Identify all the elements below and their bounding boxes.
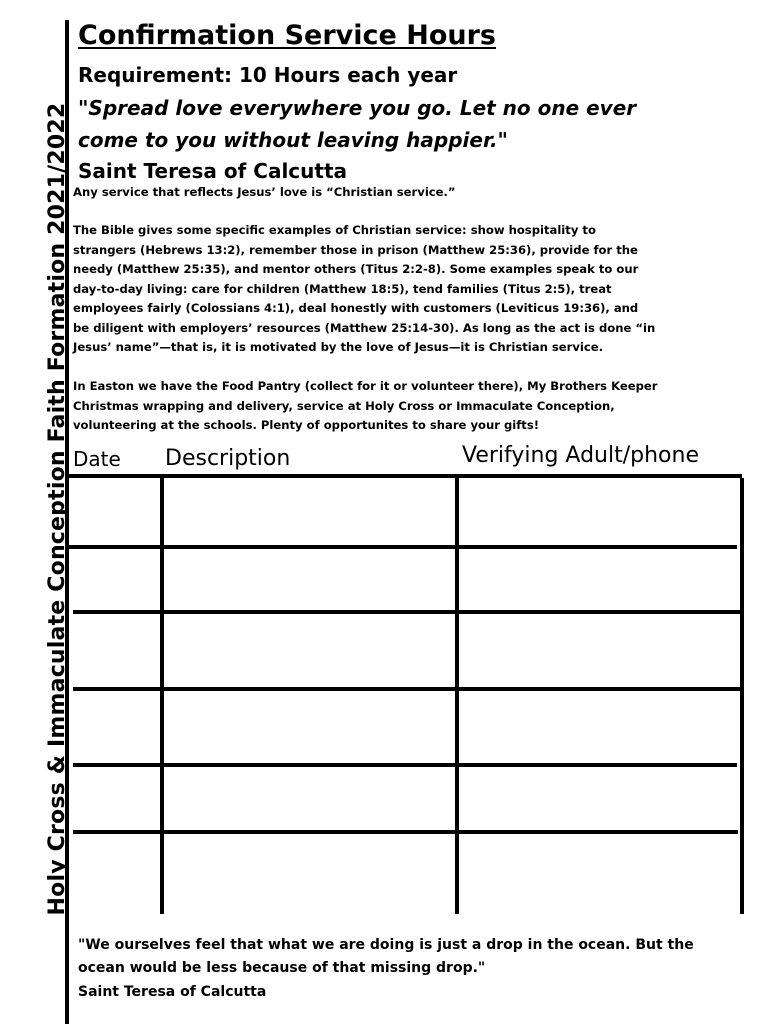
intro-paragraph: Any service that reflects Jesus’ love is “Christian service.” <box>73 185 456 199</box>
table-cell-description[interactable] <box>164 834 455 910</box>
table-cell-date[interactable] <box>70 767 160 830</box>
table-cell-date[interactable] <box>70 549 160 610</box>
page-title: Confirmation Service Hours <box>78 20 496 51</box>
column-header-verifying-adult: Verifying Adult/phone <box>462 443 699 468</box>
table-cell-verifier[interactable] <box>459 691 740 763</box>
bible-examples-paragraph: The Bible gives some specific examples of Christian service: show hospitality to strangers (Hebrews 13:2), remember those in prison (Matthew 25:36), provide for the needy (Matthew 25:35), and mentor others (Titus 2:2-8). Some examples speak to our day-to-day living: care for children (Matthew 18:5), tend families (Titus 2:5), treat employees fairly (Colossians 4:1), deal honestly with customers (Leviticus 19:36), and be diligent with employers’ resources (Matthew 25:14-30). As long as the act is done “in Jesus’ name”—that is, it is motivated by the love of Jesus—it is Christian service. <box>73 223 656 354</box>
table-cell-verifier[interactable] <box>459 767 740 830</box>
table-cell-verifier[interactable] <box>459 478 740 545</box>
column-header-date: Date <box>73 447 121 471</box>
closing-quote: "We ourselves feel that what we are doing is just a drop in the ocean. But the ocean would be less because of that missing drop." <box>78 937 694 976</box>
table-cell-verifier[interactable] <box>459 614 740 687</box>
table-cell-description[interactable] <box>164 549 455 610</box>
opening-quote: "Spread love everywhere you go. Let no one ever come to you without leaving happier." <box>78 96 637 152</box>
opening-quote-attribution: Saint Teresa of Calcutta <box>78 159 348 183</box>
closing-quote-attribution: Saint Teresa of Calcutta <box>78 984 267 1000</box>
local-opportunities-paragraph: In Easton we have the Food Pantry (collect for it or volunteer there), My Brothers Keeper Christmas wrapping and delivery, service at Holy Cross or Immaculate Conception, volunteering at the schools. Plenty of opportunites to share your gifts! <box>73 379 658 432</box>
table-cell-description[interactable] <box>164 767 455 830</box>
table-cell-date[interactable] <box>70 614 160 687</box>
table-cell-date[interactable] <box>70 478 160 545</box>
column-header-description: Description <box>165 446 291 471</box>
table-cell-description[interactable] <box>164 691 455 763</box>
table-cell-verifier[interactable] <box>459 549 740 610</box>
table-cell-description[interactable] <box>164 478 455 545</box>
side-banner: Holy Cross & Immaculate Conception Faith Formation 2021/2022 <box>45 102 70 916</box>
table-cell-date[interactable] <box>70 834 160 910</box>
table-cell-date[interactable] <box>70 691 160 763</box>
table-cell-verifier[interactable] <box>459 834 740 910</box>
table-cell-description[interactable] <box>164 614 455 687</box>
requirement-text: Requirement: 10 Hours each year <box>78 63 458 87</box>
